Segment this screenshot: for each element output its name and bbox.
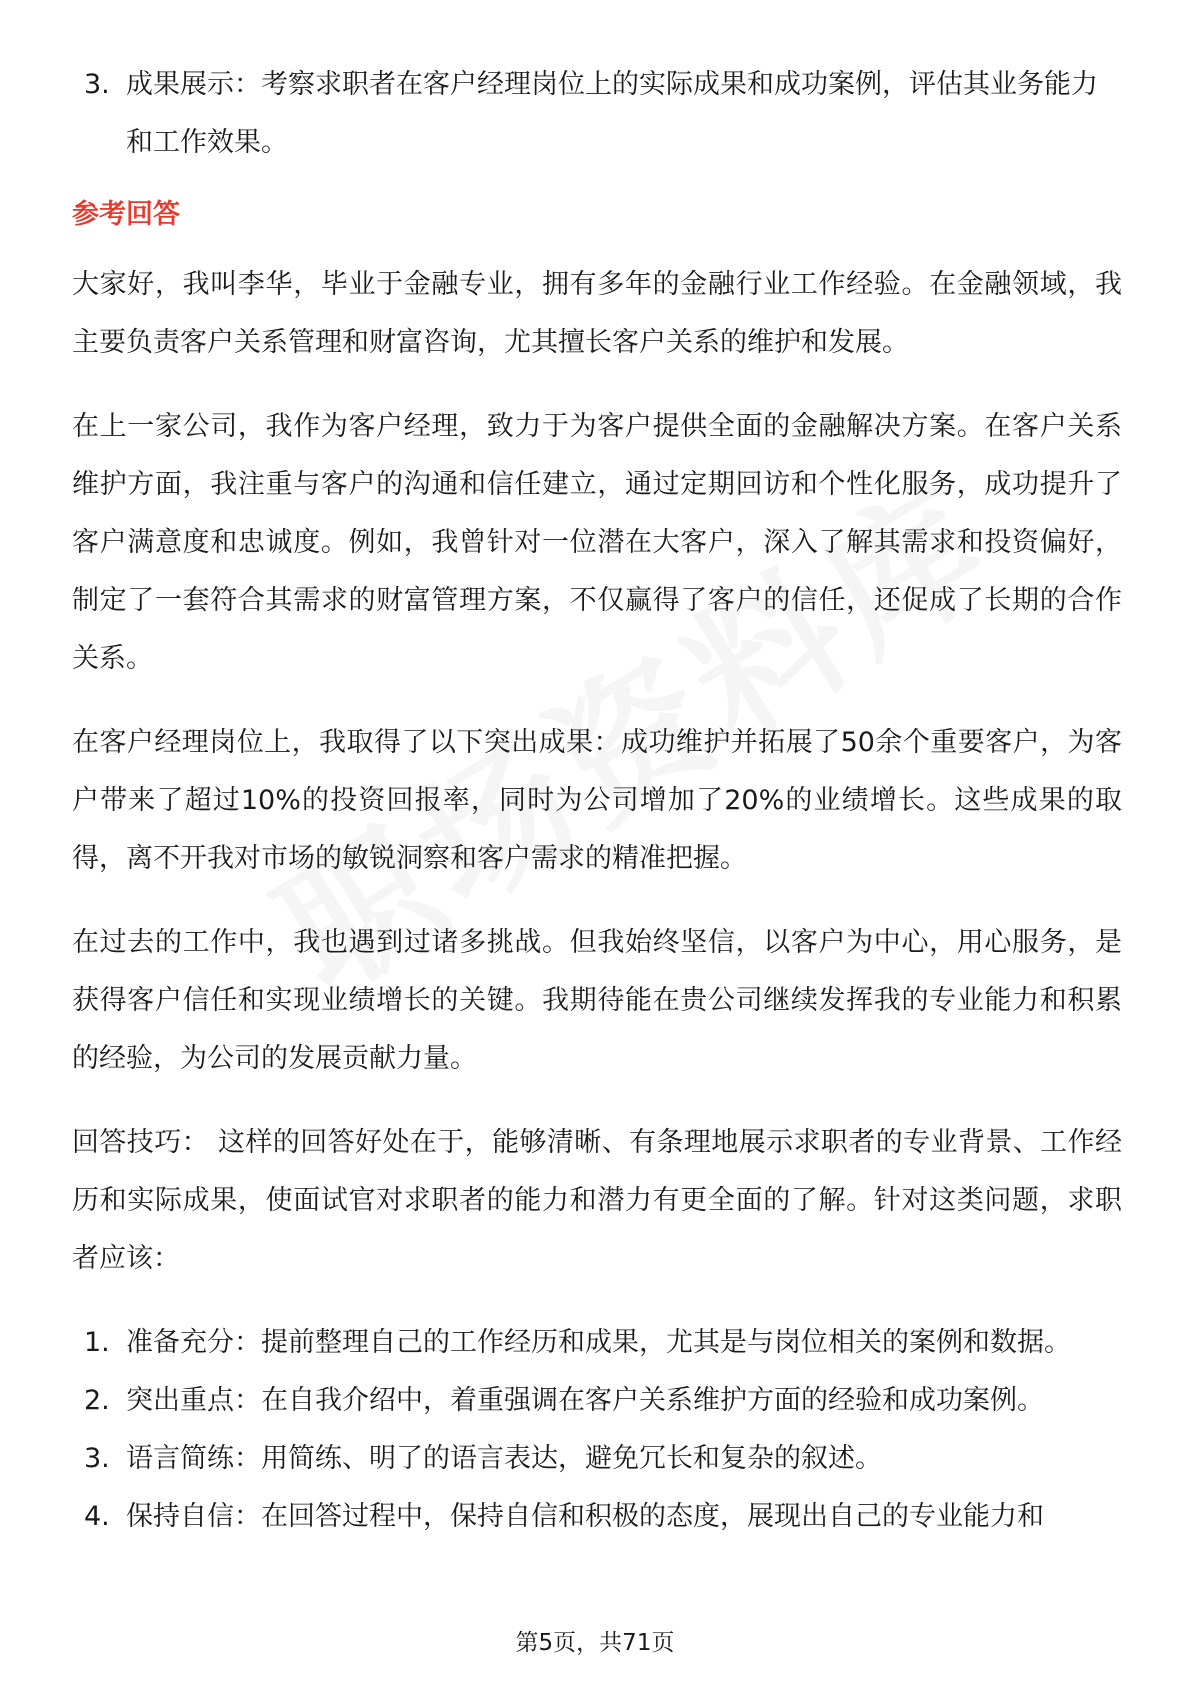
section-heading: 参考回答 [72, 199, 180, 230]
list-text: 语言简练：用简练、明了的语言表达，避免冗长和复杂的叙述。 [126, 1443, 882, 1474]
page-content [72, 56, 1122, 1546]
list-item [72, 1488, 1122, 1546]
tips-list [72, 1314, 1122, 1546]
answer-paragraph-intro: 大家好，我叫李华，毕业于金融专业，拥有多年的金融行业工作经验。在金融领域，我主要负责客户关系管理和财富咨询，尤其擅长客户关系的维护和发展。 [72, 269, 1122, 358]
answer-paragraph-challenges: 在过去的工作中，我也遇到过诸多挑战。但我始终坚信，以客户为中心，用心服务，是获得客户信任和实现业绩增长的关键。我期待能在贵公司继续发挥我的专业能力和积累的经验，为公司的发展贡献力量。 [72, 927, 1122, 1074]
answer-paragraph-experience: 在上一家公司，我作为客户经理，致力于为客户提供全面的金融解决方案。在客户关系维护方面，我注重与客户的沟通和信任建立，通过定期回访和个性化服务，成功提升了客户满意度和忠诚度。例如，我曾针对一位潜在大客户，深入了解其需求和投资偏好，制定了一套符合其需求的财富管理方案，不仅赢得了客户的信任，还促成了长期的合作关系。 [72, 411, 1122, 674]
answer-tips-intro: 回答技巧： 这样的回答好处在于，能够清晰、有条理地展示求职者的专业背景、工作经历和实际成果，使面试官对求职者的能力和潜力有更全面的了解。针对这类问题，求职者应该： [72, 1127, 1122, 1274]
list-number: 3. [84, 69, 110, 100]
list-item [72, 56, 1122, 172]
list-number: 1. [84, 1327, 110, 1358]
list-text: 保持自信：在回答过程中，保持自信和积极的态度，展现出自己的专业能力和 [126, 1501, 1044, 1532]
list-item [72, 1372, 1122, 1430]
list-number: 4. [84, 1501, 110, 1532]
list-text: 准备充分：提前整理自己的工作经历和成果，尤其是与岗位相关的案例和数据。 [126, 1327, 1071, 1358]
list-number: 3. [84, 1443, 110, 1474]
list-item [72, 1430, 1122, 1488]
page-number-footer: 第5页，共71页 [515, 1630, 675, 1656]
list-text: 成果展示：考察求职者在客户经理岗位上的实际成果和成功案例，评估其业务能力和工作效果。 [126, 69, 1098, 158]
list-text: 突出重点：在自我介绍中，着重强调在客户关系维护方面的经验和成功案例。 [126, 1385, 1044, 1416]
list-number: 2. [84, 1385, 110, 1416]
answer-paragraph-results: 在客户经理岗位上，我取得了以下突出成果：成功维护并拓展了50余个重要客户，为客户带来了超过10%的投资回报率，同时为公司增加了20%的业绩增长。这些成果的取得，离不开我对市场的敏锐洞察和客户需求的精准把握。 [72, 727, 1122, 874]
list-item [72, 1314, 1122, 1372]
evaluation-points-list [72, 56, 1122, 172]
